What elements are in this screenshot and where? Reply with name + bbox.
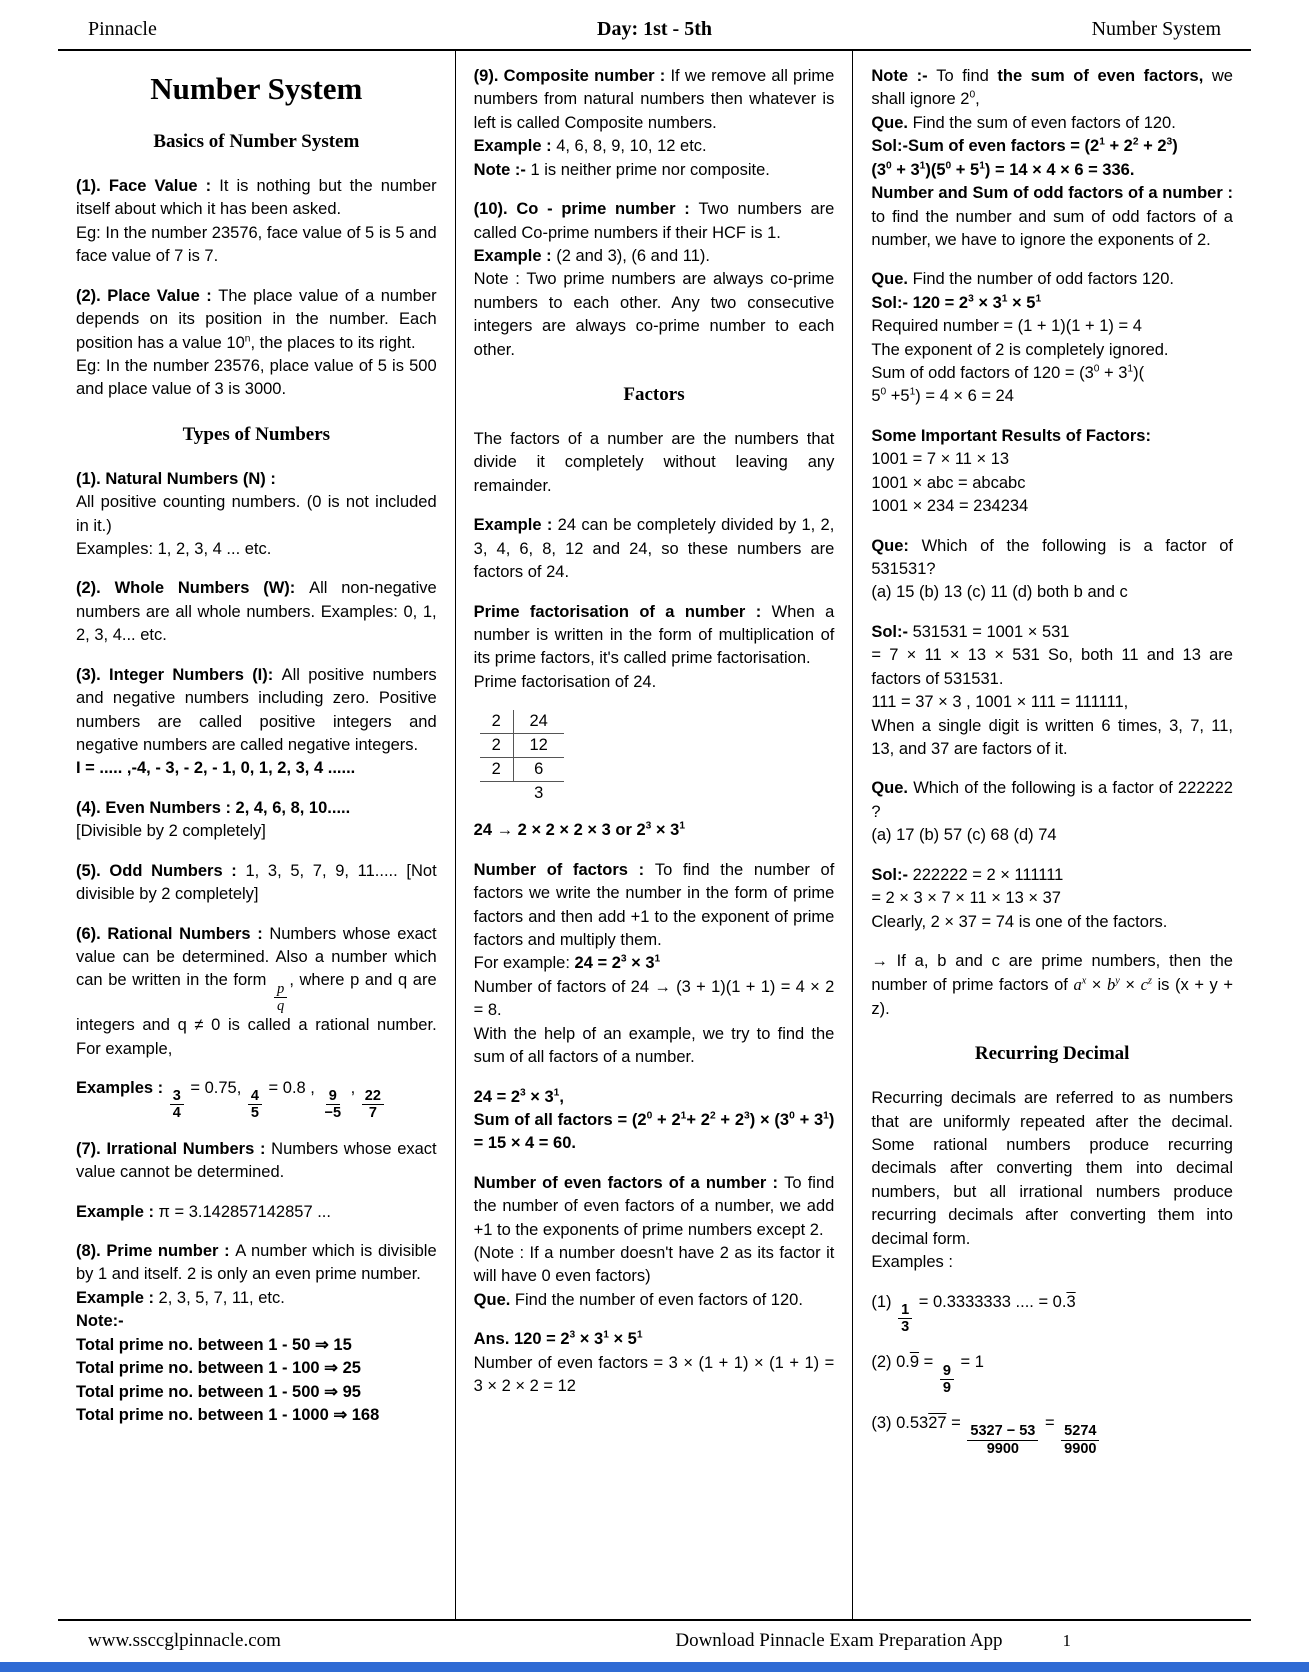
section-heading: Basics of Number System [153, 131, 360, 152]
paragraph: (2) 0.9 = $\frac{9}{9}$ = 1 [871, 1353, 984, 1396]
paragraph: Ans. $120 = 2^3 \times 3^1 \times 5^1$ Number of even factors = 3 × (1 + 1) × (1 + 1) = 3 × 2 × 2 = 12 [473, 1329, 835, 1396]
fraction: $\frac{1}{3}$ [896, 1302, 914, 1336]
paragraph: Que. Find the number of odd factors 120. Sol:- $120 = 2^3 \times 3^1 \times 5^1$ Required number = (1 + 1)(1 + 1) = 4 The exponent of 2 is completely ignored. Sum of odd factors of $120 = (3^0 + 3^1)$( $5^0 +5^1) = 4 \times 6 = 24$ [871, 270, 1174, 406]
paragraph: (9). Composite number : If we remove all prime numbers from natural numbers then whatever is left is called Composite numbers. Example : 4, 6, 8, 9, 10, 12 etc. Note :- 1 is neither prime nor composite. [473, 67, 835, 179]
fraction: $\frac{4}{5}$ [246, 1088, 264, 1122]
paragraph: (10). Co - prime number : Two numbers are called Co-prime numbers if their HCF is 1. Example : (2 and 3), (6 and 11). Note : Two prime numbers are always co-prime numbers to each other. Any two consecutive integers are always co-prime number to each other. [473, 200, 835, 359]
paragraph: (5). Odd Numbers : 1, 3, 5, 7, 9, 11..... [Not divisible by 2 completely] [76, 861, 437, 904]
paragraph: Que: Which of the following is a factor of 531531? (a) 15 (b) 13 (c) 11 (d) both b and c [871, 536, 1233, 602]
header-center: Day: 1st - 5th [597, 18, 712, 40]
paragraph: (1). Face Value : It is nothing but the number itself about which it has been asked. Eg: In the number 23576, face value of 5 is 5 and face value of 7 is 7. [76, 177, 437, 266]
page-title: Number System [150, 71, 363, 106]
paragraph: → If a, b and c are prime numbers, then the number of prime factors of $a^x \times b^y \times c^z$ is (x + y + z). [871, 951, 1233, 1018]
page-footer [58, 1619, 1251, 1662]
table-row: 2 12 [480, 734, 564, 758]
paragraph: 24 → 2 × 2 × 2 × 3 or $2^3 \times 3^1$ [473, 820, 686, 840]
prime-factorization-table [480, 710, 835, 805]
paragraph: (2). Place Value : The place value of a number depends on its position in the number. Each position has a value 10$^n$, the places to its right. Eg: In the number 23576, place value of 5 is 500 and place value of 3 is 3000. [76, 286, 437, 399]
paragraph: Recurring decimals are referred to as numbers that are uniformly repeated after the decimal. Some rational numbers produce recurring decimals after converting them into decimal numbers, but all irrational numbers produce recurring decimals after converting them into decimal form. Examples : [871, 1089, 1233, 1272]
paragraph: Prime factorisation of a number : When a number is written in the form of multiplication of its prime factors, it's called prime factorisation. Prime factorisation of 24. [473, 602, 835, 691]
page-header [58, 12, 1251, 51]
paragraph: (6). Rational Numbers : Numbers whose exact value can be determined. Also a number which can be written in the form $\frac{p}{q}$ , where p and q are integers and q ≠ 0 is called a rational number. For example, [76, 924, 437, 1058]
table-row: 3 [534, 784, 544, 803]
fraction: $\frac{5327 - 53}{9900}$ [965, 1423, 1040, 1457]
paragraph: (2). Whole Numbers (W): All non-negative numbers are all whole numbers. Examples: 0, 1, 2, 3, 4... etc. [76, 579, 437, 645]
paragraph: Sol:- 531531 = 1001 × 531 = 7 × 11 × 13 × 531 So, both 11 and 13 are factors of 531531. 111 = 37 × 3 , 1001 × 111 = 111111, When a single digit is written 6 times, 3, 7, 11, 13, and 37 are factors of it. [871, 622, 1233, 758]
section-heading: Factors [623, 384, 685, 406]
paragraph: (7). Irrational Numbers : Numbers whose exact value cannot be determined. [76, 1139, 437, 1182]
header-left: Pinnacle [88, 18, 157, 40]
fraction: $\frac{p}{q}$ [272, 981, 289, 1015]
column-right [853, 51, 1251, 1619]
paragraph: (1). Natural Numbers (N) : All positive counting numbers. (0 is not included in it.) Examples: 1, 2, 3, 4 ... etc. [76, 469, 437, 559]
table-row: 2 6 [480, 758, 564, 782]
section-heading: Types of Numbers [182, 423, 331, 445]
content-columns [58, 51, 1251, 1619]
column-left [58, 51, 456, 1619]
table-row: 2 24 [480, 710, 564, 734]
paragraph: Note :- To find the sum of even factors, we shall ignore $2^0$, Que. Find the sum of even factors of 120. Sol:-Sum of even factors = $(2^1 + 2^2 + 2^3)$ $(3^0 + 3^1)(5^0 + 5^1) = 14 \times 4 \times 6 = 336$. Number and Sum of odd factors of a number : to find the number and sum of odd factors of a number, we have to ignore the exponents of 2. [871, 67, 1233, 249]
footer-accent-bar [0, 1662, 1309, 1672]
paragraph: (3). Integer Numbers (I): All positive numbers and negative numbers including zero. Positive numbers are called positive integers and negative numbers are called negative integers. I = ..... ,-4, - 3, - 2, - 1, 0, 1, 2, 3, 4 ...... [76, 665, 437, 778]
footer-site-url: www.ssccglpinnacle.com [88, 1630, 281, 1651]
paragraph: Number of even factors of a number : To find the number of even factors of a number, we add +1 to the exponents of prime numbers except 2. (Note : If a number doesn't have 2 as its factor it will have 0 even factors) Que. Find the number of even factors of 120. [473, 1173, 835, 1309]
paragraph: (3) 0.5327 = $\frac{5327 - 53}{9900}$ = $\frac{5274}{9900}$ [871, 1412, 1233, 1457]
column-middle [456, 51, 854, 1619]
paragraph: Example : 24 can be completely divided by 1, 2, 3, 4, 6, 8, 12 and 24, so these numbers are factors of 24. [473, 516, 835, 582]
fraction: $\frac{9}{9}$ [938, 1363, 956, 1397]
fraction: $\frac{22}{7}$ [360, 1088, 386, 1122]
paragraph: The factors of a number are the numbers that divide it completely without leaving any remainder. [473, 430, 835, 495]
paragraph: (4). Even Numbers : 2, 4, 6, 8, 10..... [Divisible by 2 completely] [76, 798, 351, 841]
footer-page-number: 1 [1062, 1631, 1071, 1650]
paragraph: $24 = 2^3 \times 3^1$, Sum of all factors = $(2^0 + 2^1+ 2^2 + 2^3) \times (3^0 + 3^1) = 15 \times 4 = 60$. [473, 1087, 835, 1153]
paragraph: Some Important Results of Factors: 1001 = 7 × 11 × 13 1001 × abc = abcabc 1001 × 234 = 234234 [871, 426, 1151, 516]
paragraph: (8). Prime number : A number which is divisible by 1 and itself. 2 is only an even prime number. Example : 2, 3, 5, 7, 11, etc. Note:- Total prime no. between 1 - 50 ⇒ 15 Total prime no. between 1 - 100 ⇒ 25 Total prime no. between 1 - 500 ⇒ 95 Total prime no. between 1 - 1000 ⇒ 168 [76, 1242, 437, 1424]
paragraph: Number of factors : To find the number of factors we write the number in the form of prime factors and then add +1 to the exponent of prime factors and multiply them. For example: $24 = 2^3 \times 3^1$ Number of factors of 24 → (3 + 1)(1 + 1) = 4 × 2 = 8. With the help of an example, we try to find the sum of all factors of a number. [473, 860, 835, 1067]
fraction: $\frac{3}{4}$ [168, 1088, 186, 1122]
paragraph: Que. Which of the following is a factor of 222222 ? (a) 17 (b) 57 (c) 68 (d) 74 [871, 779, 1233, 845]
fraction: $\frac{5274}{9900}$ [1059, 1423, 1101, 1457]
paragraph: Sol:- 222222 = 2 × 111111 = 2 × 3 × 7 × 11 × 13 × 37 Clearly, 2 × 37 = 74 is one of the factors. [871, 865, 1168, 931]
paragraph: (1) $\frac{1}{3}$ = 0.3333333 .... = 0.3 [871, 1292, 1076, 1336]
header-right: Number System [1091, 18, 1222, 40]
fraction: $\frac{9}{-5}$ [324, 1088, 342, 1122]
paragraph: Example : π = 3.142857142857 ... [76, 1202, 331, 1221]
paragraph: Examples : $\frac{3}{4}$ = 0.75, $\frac{4}{5}$ = 0.8 , $\frac{9}{-5}$ , $\frac{22}{7}$ [76, 1077, 437, 1122]
section-heading: Recurring Decimal [974, 1043, 1130, 1065]
footer-app-text: Download Pinnacle Exam Preparation App [675, 1630, 1003, 1651]
